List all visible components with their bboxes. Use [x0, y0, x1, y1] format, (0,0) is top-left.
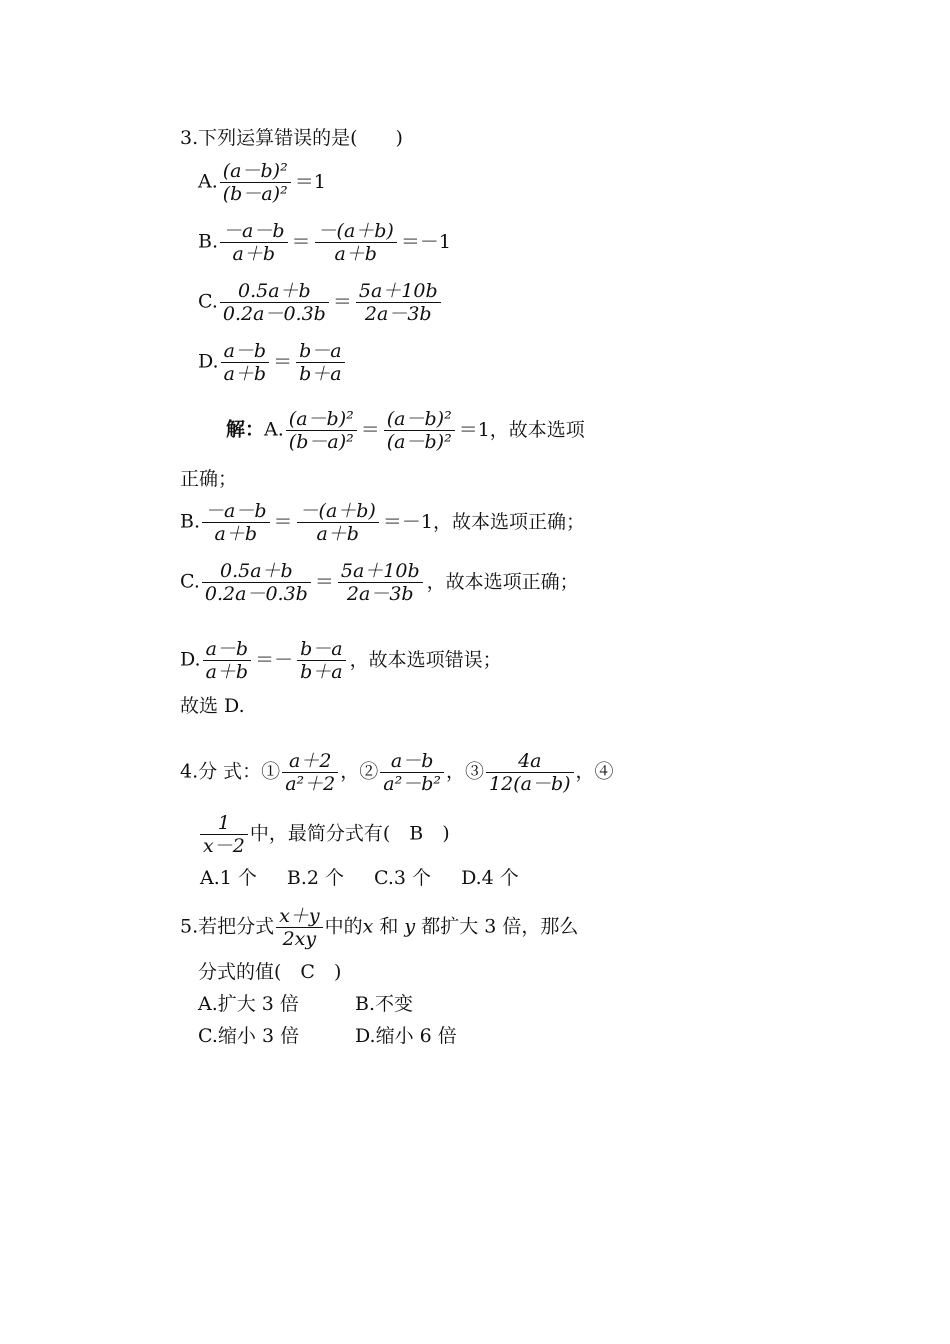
fraction: $\frac{5a+10b}{2a-3b}$ — [356, 280, 441, 325]
fraction: $\frac{0.5a+b}{0.2a-0.3b}$ — [202, 560, 311, 605]
q3-option-a: A. $\frac{\text{(a－b)²}}{\text{(b－a)²}}$ ＝1 — [198, 160, 326, 205]
solution-conclusion: 故选 D. — [180, 695, 245, 717]
fraction: $\frac{0.5a+b}{0.2a-0.3b}$ — [220, 280, 329, 325]
q5-option-a: A.扩大 3 倍 — [198, 993, 299, 1015]
solution-d: D. $\frac{a-b}{a+b}$ ＝－ $\frac{b-a}{b+a}$ ，故本选项错误； — [180, 638, 502, 683]
q4-option-b: B.2 个 — [286, 867, 345, 889]
q4-stem-continued: $\frac{1}{x-2}$ 中，最简分式有( B ) — [198, 812, 450, 857]
q5-stem: 5.若把分式 $\frac{x+y}{2xy}$ 中的x 和 y 都扩大 3 倍，那么 — [180, 905, 579, 950]
q5-options-row1 — [198, 992, 299, 1016]
fraction: $\frac{4a}{12(a-b)}$ — [486, 750, 574, 795]
q5-option-c: C.缩小 3 倍 — [198, 1025, 300, 1047]
q3-option-d: D. $\frac{a-b}{a+b}$ ＝ $\frac{b-a}{b+a}$ — [198, 340, 347, 385]
solution-b: B. $\frac{-a-b}{a+b}$ ＝ $\frac{-(a+b)}{a+b}$ ＝－1，故本选项正确； — [180, 500, 585, 545]
solution-a: 解：A. $\frac{\text{(a－b)²}}{\text{(b－a)²}}$ ＝ $\frac{\text{(a－b)²}}{\text{(a－b)²}}$ ＝1，故本选项 — [226, 408, 585, 453]
fraction: $\frac{-a-b}{a+b}$ — [202, 500, 270, 545]
solution-c: C. $\frac{0.5a+b}{0.2a-0.3b}$ ＝ $\frac{5a+10b}{2a-3b}$ ，故本选项正确； — [180, 560, 579, 605]
q5-options-row2 — [198, 1024, 299, 1048]
fraction: $\frac{\text{(a－b)²}}{\text{(a－b)²}}$ — [384, 408, 455, 453]
q4-option-a: A.1 个 — [200, 867, 257, 889]
fraction: $\frac{5a+10b}{2a-3b}$ — [338, 560, 423, 605]
q5-options-row1-b — [355, 992, 413, 1016]
fraction: $\frac{1}{x-2}$ — [200, 812, 248, 857]
q4-option-c: C.3 个 — [374, 867, 432, 889]
fraction: $\frac{b-a}{b+a}$ — [297, 638, 346, 683]
fraction: $\frac{a-b}{a+b}$ — [203, 638, 252, 683]
fraction: $\frac{b-a}{b+a}$ — [296, 340, 345, 385]
q3-option-c: C. $\frac{0.5a+b}{0.2a-0.3b}$ ＝ $\frac{5a+10b}{2a-3b}$ — [198, 280, 443, 325]
fraction: $\frac{x+y}{2xy}$ — [276, 905, 322, 950]
fraction: $\frac{-(a+b)}{a+b}$ — [315, 220, 397, 265]
fraction: $\frac{a+2}{\text{a²＋2}}$ — [282, 750, 338, 795]
fraction: $\frac{-(a+b)}{a+b}$ — [297, 500, 379, 545]
q5-stem-continued: 分式的值( C ) — [198, 961, 342, 983]
q5-option-d: D.缩小 6 倍 — [355, 1025, 457, 1047]
solution-a-continued: 正确； — [180, 468, 238, 490]
q4-options — [200, 866, 519, 890]
q5-option-b: B.不变 — [355, 993, 414, 1015]
fraction: $\frac{a-b}{a+b}$ — [221, 340, 270, 385]
fraction: $\frac{-a-b}{a+b}$ — [220, 220, 288, 265]
q4-option-d: D.4 个 — [461, 867, 519, 889]
q5-options-row2-d — [355, 1024, 457, 1048]
fraction: $\frac{\text{(a－b)²}}{\text{(b－a)²}}$ — [286, 408, 357, 453]
fraction: $\frac{\text{(a－b)²}}{\text{(b－a)²}}$ — [220, 160, 291, 205]
fraction: $\frac{a-b}{\text{a²－b²}}$ — [380, 750, 444, 795]
q4-stem: 4.分 式：① $\frac{a+2}{\text{a²＋2}}$ ，② $\frac{a-b}{\text{a²－b²}}$ ，③ $\frac{4a}{12(a-b)}$ ，④ — [180, 750, 614, 795]
q3-stem: 3.下列运算错误的是( ) — [180, 127, 403, 149]
q3-option-b: B. $\frac{-a-b}{a+b}$ ＝ $\frac{-(a+b)}{a+b}$ ＝－1 — [198, 220, 451, 265]
